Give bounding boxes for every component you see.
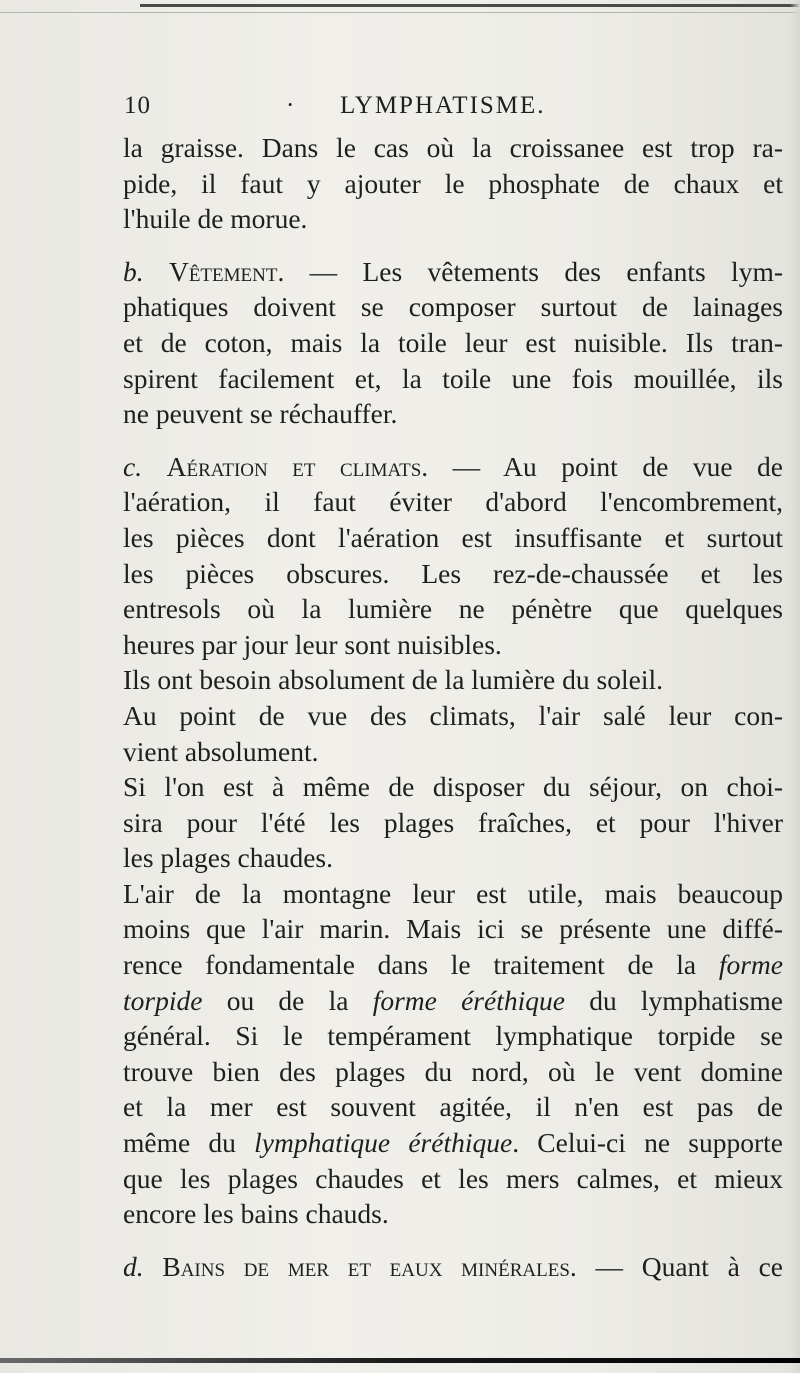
page-header [96,92,786,122]
top-edge-rule [140,4,800,7]
running-title: LYMPHATISME. [340,92,546,119]
text-line: spirent facilement et, la toile une fois mouillée, ils [123,362,783,394]
text-line: les pièces obscures. Les rez-de-chaussée et les [123,557,783,589]
text-line: heures par jour leur sont nuisibles. [123,628,502,660]
text-line: l'aération, il faut éviter d'abord l'encombrement, [123,486,783,518]
top-thin-rule [0,12,800,13]
text-line: moins que l'air marin. Mais ici se présente une diffé- [123,913,783,945]
section-heading-line: d. Bains de mer et eaux minérales. — Quant à ce [123,1250,784,1282]
text-line: ne peuvent se réchauffer. [123,398,398,430]
body-text [123,130,783,1284]
text-line: les plages chaudes. [123,842,333,874]
text-line: général. Si le tempérament lymphatique torpide se [123,1020,783,1052]
section-heading-line: b. Vêtement. — Les vêtements des enfants lym- [123,255,783,287]
header-separator: · [286,92,295,119]
text-line: les pièces dont l'aération est insuffisante et surtout [123,521,783,553]
text-line: entresols où la lumière ne pénètre que quelques [123,593,783,625]
text-line: Si l'on est à même de disposer du séjour, on choi- [123,771,783,803]
text-line: sira pour l'été les plages fraîches, et pour l'hiver [123,806,783,838]
text-line: l'huile de morue. [123,203,308,235]
text-line: Ils ont besoin absolument de la lumière du soleil. [123,664,663,696]
text-line: L'air de la montagne leur est utile, mais beaucoup [123,877,783,909]
text-line: pide, il faut y ajouter le phosphate de chaux et [123,167,783,199]
section-heading-line: c. Aération et climats. — Au point de vue de [123,450,783,482]
text-line: vient absolument. [123,735,319,767]
text-line: et de coton, mais la toile leur est nuisible. Ils tran- [123,326,783,358]
text-line: même du lymphatique éréthique. Celui-ci ne supporte [123,1127,783,1159]
text-line: que les plages chaudes et les mers calmes, et mieux [123,1162,783,1194]
text-line: phatiques doivent se composer surtout de lainages [123,291,783,323]
text-line: encore les bains chauds. [123,1198,389,1230]
text-line: la graisse. Dans le cas où la croissanee est trop ra- [123,132,783,163]
text-line: Au point de vue des climats, l'air salé leur con- [123,699,783,731]
page-number: 10 [124,92,151,119]
text-line: et la mer est souvent agitée, il n'en est pas de [123,1091,783,1123]
bottom-edge-rule [0,1358,800,1363]
page-edge-shadow [790,0,800,1373]
text-line: torpide ou de la forme éréthique du lymphatisme [123,984,783,1016]
text-line: trouve bien des plages du nord, où le vent domine [123,1055,783,1087]
text-line: rence fondamentale dans le traitement de la forme [123,949,783,981]
